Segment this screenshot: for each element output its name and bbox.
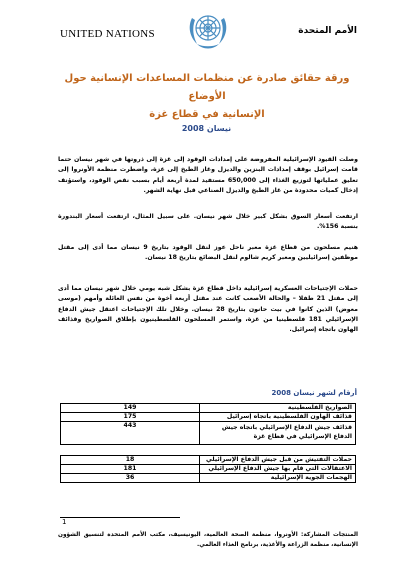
title-line-2: الإنسانية في قطاع غزة [149, 109, 265, 120]
org-name-english: UNITED NATIONS [60, 28, 155, 40]
table-spacer-row [61, 445, 356, 456]
footnote-number: 1 [62, 518, 67, 526]
paragraph-incursions: حملات الإجتياحات العسكرية إسرائيلية داخل قطاع غزة بشكل شبه يومي خلال شهر نيسان مما أدى إلى مقتل 21 طفلا – والحالة الأصعب كانت عند مقتل أربعة أخوة من نفس العائلة وأمهم (موسى معوض) الذين كانوا في بيت حانون بتاريخ 28 نيسان. وخلال تلك الإجتياحات اعتقل جيش الدفاع الإسرائيلي 181 فلسطينيا من غزة، واستمر المسلحون الفلسطينيون بإطلاق الصواريخ وقذائف الهاون باتجاه إسرائيل. [58, 285, 359, 334]
paragraph-fuel: وصلت القيود الإسرائيلية المفروضة على إمدادات الوقود إلى غزة إلى ذروتها في شهر نيسان حتما قامت إسرائيل بوقف إمدادات البنزين والديزل وغاز الطبخ إلى غزة، واضطرت منظمة الأونروا إلى تعليق عملياتها لتوزيع الغذاء إلى 650,000 مستفيد لمدة أربعة أيام بسبب نقص الوقود، واستؤنف إدخال كميات محدودة من غاز الطبخ والديزل الصناعي قبل نهاية الشهر. [58, 156, 358, 194]
table-cell-label: الصواريخ الفلسطينية [200, 404, 356, 413]
document-date: نيسان 2008 [181, 124, 232, 133]
table-cell-label: قذائف الهاون الفلسطينية باتجاه إسرائيل [200, 413, 356, 422]
table-cell-label: الهجمات الجوية الإسرائيلية [200, 474, 356, 483]
table-cell-label: قذائف جيش الدفاع الإسرائيلي باتجاه جيش الدفاع الإسرائيلي في قطاع غزة [200, 422, 356, 445]
paragraph-crossings: هنيم مسلحون من قطاع غزة معبر ناحل عوز لنقل الوقود بتاريخ 9 نيسان مما أدى إلى مقتل موظفين إسرائيليين ومعبر كريم شالوم لنقل البضائع بتاريخ 18 نيسان. [58, 244, 359, 262]
table-row [61, 465, 356, 474]
table-cell-label: الاعتقالات التي قام بها جيش الدفاع الإسرائيلي [200, 465, 356, 474]
table-cell-value: 36 [61, 474, 200, 483]
table-row [61, 456, 356, 465]
table-cell-value: 18 [61, 456, 200, 465]
org-name-arabic: الأمم المتحدة [298, 26, 357, 36]
table-cell-label: حملات التفتيش من قبل جيش الدفاع الإسرائيلي [200, 456, 356, 465]
document-title [62, 70, 352, 124]
paragraph-prices: ارتفعت أسعار السوق بشكل كبير خلال شهر نيسان. على سبيل المثال، ارتفعت أسعار البندورة بنسبة 156%. [58, 213, 358, 231]
table-title: أرقام لشهر نيسان 2008 [271, 389, 357, 397]
title-line-1: ورقة حقائق صادرة عن منظمات المساعدات الإنسانية حول الأوضاع [64, 73, 350, 102]
table-cell-value: 181 [61, 465, 200, 474]
table-cell-value: 149 [61, 404, 200, 413]
statistics-table [60, 403, 356, 483]
table-row [61, 422, 356, 445]
table-row [61, 474, 356, 483]
table-row [61, 404, 356, 413]
footnote-divider [60, 517, 180, 518]
footnote-text: المنتجات المشاركة: الأونروا، منظمة الصحة العالمية، اليونيسيف، مكتب الأمم المتحدة لتنسيق الشؤون الإنسانية، منظمة الزراعة والأغذية، برنامج الغذاء العالمي. [58, 532, 358, 548]
table-cell-value: 443 [61, 422, 200, 445]
table-row [61, 413, 356, 422]
un-emblem-icon [183, 6, 233, 56]
table-cell-value: 175 [61, 413, 200, 422]
